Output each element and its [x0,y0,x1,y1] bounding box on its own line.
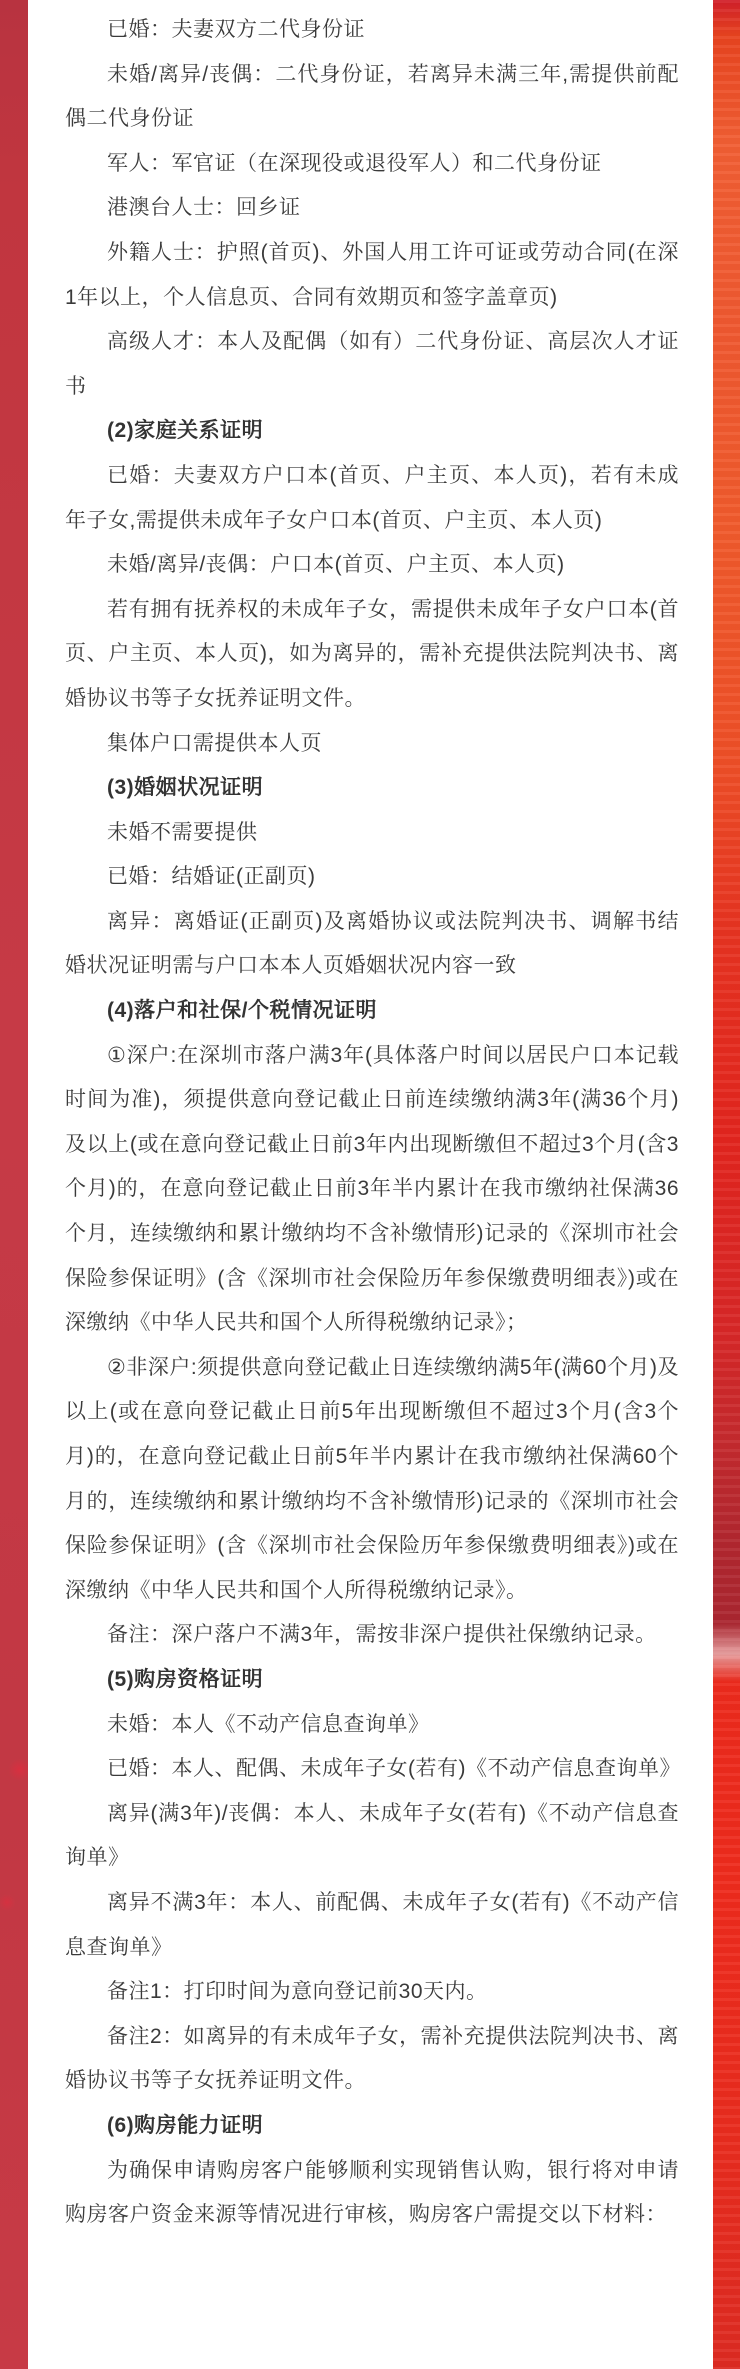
section-heading: (3)婚姻状况证明 [107,776,264,800]
article-paragraph: 备注：深户落户不满3年，需按非深户提供社保缴纳记录。 [107,1623,657,1647]
article-paragraph: 未婚/离异/丧偶：户口本(首页、户主页、本人页) [107,553,565,577]
article-paragraph: ①深户:在深圳市落户满3年(具体落户时间以居民户口本记载时间为准)，须提供意向登记截止日前连续缴纳满3年(满36个月)及以上(或在意向登记截止日前3年内出现断缴但不超过3个月(含3个月)的，在意向登记截止日前3年半内累计在我市缴纳社保满36个月，连续缴纳和累计缴纳均不含补缴情形)记录的《深圳市社会保险参保证明》(含《深圳市社会保险历年参保缴费明细表》)或在深缴纳《中华人民共和国个人所得税缴纳记录》； [65,1043,679,1335]
article-paragraph: 集体户口需提供本人页 [107,731,322,755]
article-paragraph: 备注2：如离异的有未成年子女，需补充提供法院判决书、离婚协议书等子女抚养证明文件。 [65,2024,679,2093]
article-paragraph: 离异(满3年)/丧偶：本人、未成年子女(若有)《不动产信息查询单》 [65,1801,679,1870]
section-heading: (6)购房能力证明 [107,2113,264,2137]
section-heading: (2)家庭关系证明 [107,419,264,443]
article-content [28,0,713,2369]
article-paragraph: 已婚：夫妻双方户口本(首页、户主页、本人页)，若有未成年子女,需提供未成年子女户口本(首页、户主页、本人页) [65,463,679,532]
article-paragraph: 已婚：本人、配偶、未成年子女(若有)《不动产信息查询单》 [107,1757,681,1781]
article-paragraph: ②非深户:须提供意向登记截止日连续缴纳满5年(满60个月)及以上(或在意向登记截止日前5年出现断缴但不超过3个月(含3个月)的，在意向登记截止日前5年半内累计在我市缴纳社保满60个月的，连续缴纳和累计缴纳均不含补缴情形)记录的《深圳市社会保险参保证明》(含《深圳市社会保险历年参保缴费明细表》)或在深缴纳《中华人民共和国个人所得税缴纳记录》。 [65,1355,679,1602]
article-paragraph: 未婚/离异/丧偶：二代身份证，若离异未满三年,需提供前配偶二代身份证 [65,62,679,131]
article-paragraph: 未婚不需要提供 [107,820,258,844]
section-heading: (5)购房资格证明 [107,1667,264,1691]
article-paragraph: 军人：军官证（在深现役或退役军人）和二代身份证 [107,151,602,175]
left-decorative-border [0,0,28,2369]
article-paragraph: 若有拥有抚养权的未成年子女，需提供未成年子女户口本(首页、户主页、本人页)，如为离异的，需补充提供法院判决书、离婚协议书等子女抚养证明文件。 [65,597,679,710]
section-heading: (4)落户和社保/个税情况证明 [107,999,377,1023]
article-paragraph: 已婚：夫妻双方二代身份证 [107,18,365,41]
article-paragraph: 离异：离婚证(正副页)及离婚协议或法院判决书、调解书结婚状况证明需与户口本本人页婚姻状况内容一致 [65,909,679,978]
article-paragraph: 为确保申请购房客户能够顺利实现销售认购，银行将对申请购房客户资金来源等情况进行审核，购房客户需提交以下材料： [65,2158,679,2227]
article-paragraph: 备注1：打印时间为意向登记前30天内。 [107,1980,488,2004]
article-paragraph: 港澳台人士：回乡证 [107,196,301,220]
right-decorative-border [713,0,740,2369]
article-paragraph: 未婚：本人《不动产信息查询单》 [107,1712,430,1736]
article-paragraph: 已婚：结婚证(正副页) [107,865,316,889]
article-paragraph: 离异不满3年：本人、前配偶、未成年子女(若有)《不动产信息查询单》 [65,1890,679,1959]
article-paragraph: 外籍人士：护照(首页)、外国人用工许可证或劳动合同(在深1年以上，个人信息页、合同有效期页和签字盖章页) [65,240,679,309]
article-paragraph: 高级人才：本人及配偶（如有）二代身份证、高层次人才证书 [65,330,679,398]
